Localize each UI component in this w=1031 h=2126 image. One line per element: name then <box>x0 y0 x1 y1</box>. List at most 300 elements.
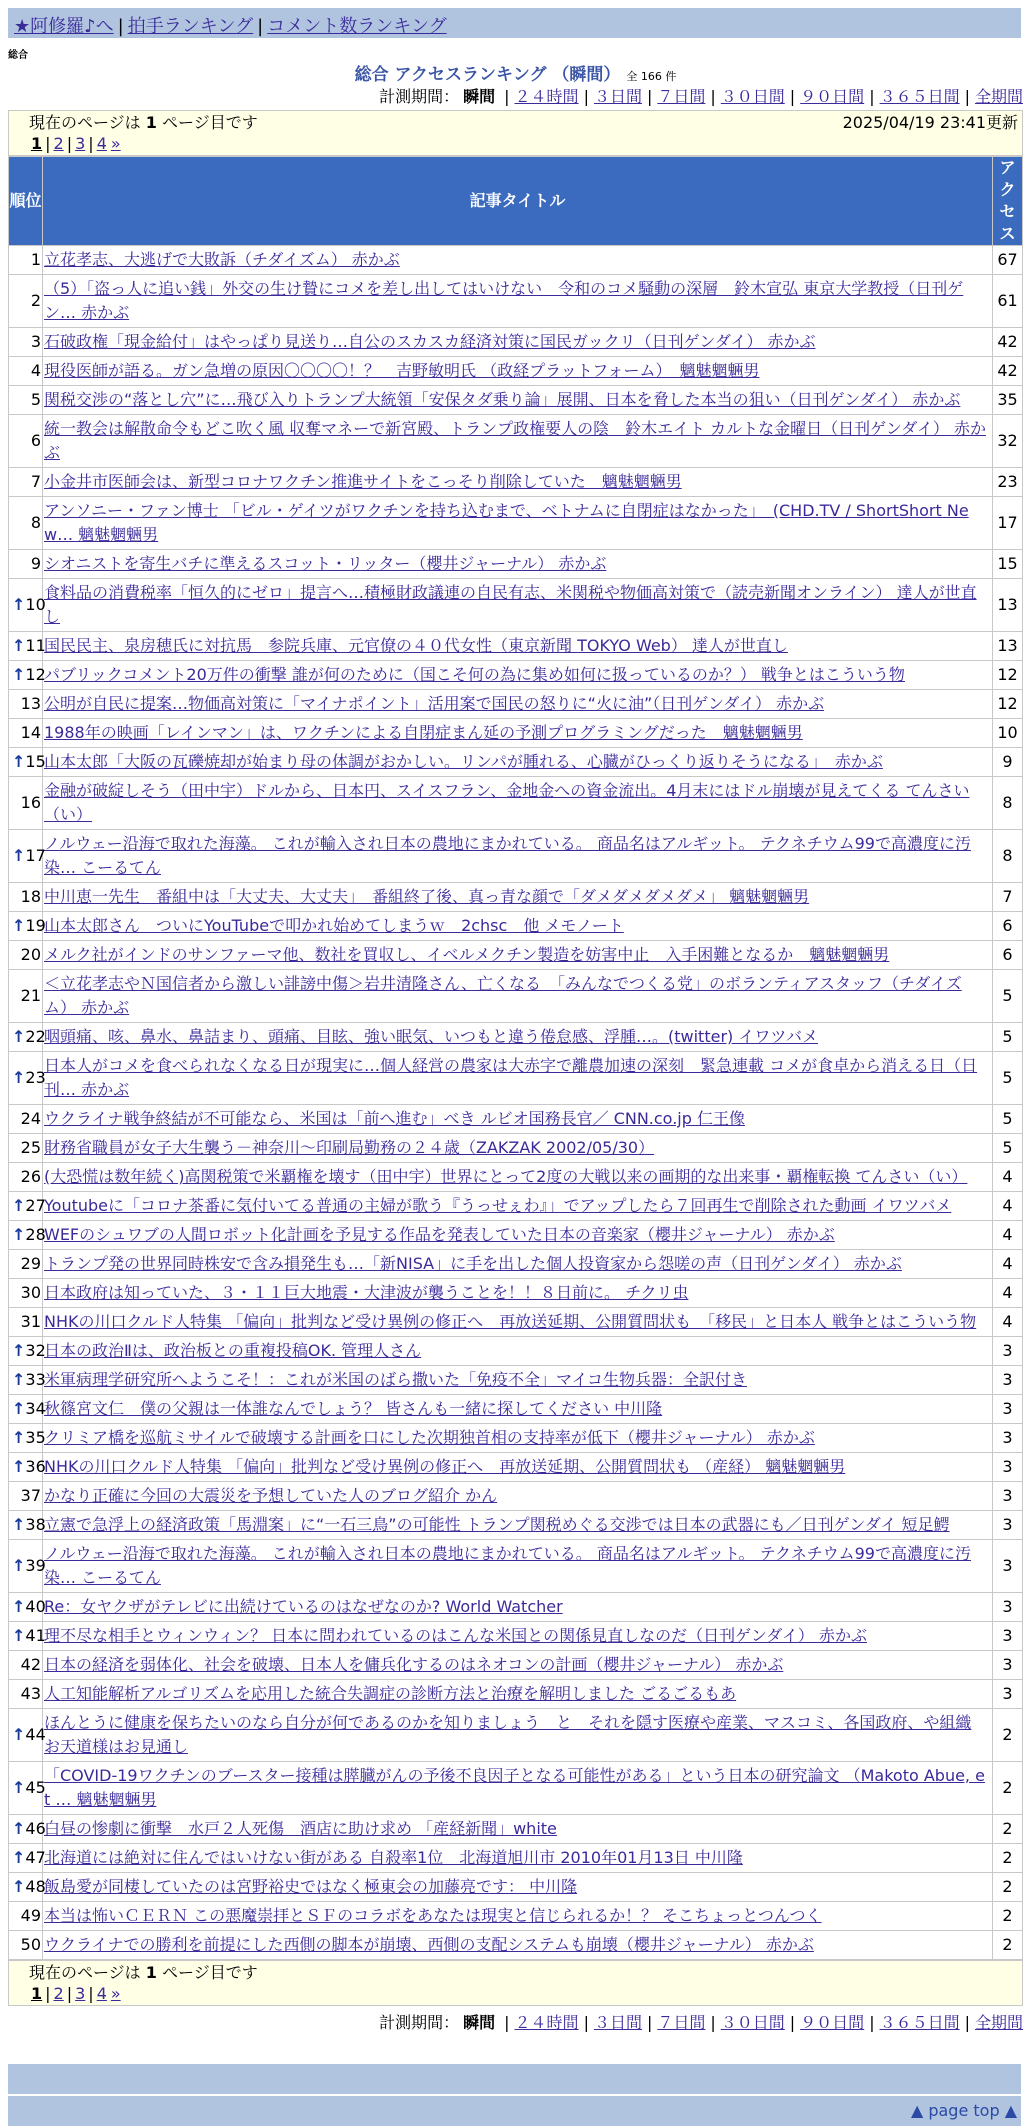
rank-cell <box>9 1424 46 1453</box>
table-row <box>9 1902 1023 1931</box>
access-count: 15 <box>993 550 1023 579</box>
access-count: 4 <box>993 1308 1023 1337</box>
up-arrow-icon: ↑ <box>12 1457 26 1476</box>
access-count: 3 <box>993 1511 1023 1540</box>
rank-cell <box>9 632 46 661</box>
rank-cell <box>9 1815 46 1844</box>
rank-number: 30 <box>20 1283 41 1302</box>
up-arrow-icon: ↑ <box>12 1027 26 1046</box>
title-cell <box>43 468 993 497</box>
page-next-link[interactable]: » <box>110 134 121 153</box>
rank-cell <box>9 1192 46 1221</box>
section-label: 総合 <box>8 50 28 61</box>
rank-cell <box>9 1052 46 1105</box>
title-cell <box>43 1873 993 1902</box>
period-all-link[interactable]: 全期間 <box>974 2013 1023 2032</box>
rank-number: 12 <box>25 665 46 684</box>
clap-ranking-link[interactable]: 拍手ランキング <box>127 16 254 37</box>
title-cell <box>43 748 993 777</box>
article-link[interactable]: (大恐慌は数年続く)高関税策で米覇権を壊す（田中宇）世界にとって2度の大戦以来の画期的な出来事・覇権転換 てんさい（い） <box>44 1167 968 1186</box>
rank-cell <box>9 1279 43 1308</box>
title-cell <box>43 386 993 415</box>
rank-number: 26 <box>20 1167 41 1186</box>
rank-cell <box>9 246 43 275</box>
rank-number: 22 <box>25 1027 46 1046</box>
page-link-3[interactable]: 3 <box>75 1984 86 2003</box>
up-arrow-icon: ↑ <box>12 916 26 935</box>
title-cell <box>43 1052 993 1105</box>
article-link[interactable]: ノルウェー沿海で取れた海藻。 これが輸入され日本の農地にまかれている。 商品名はアルギット。 テクネチウム99で高濃度に汚染… こーるてん <box>44 834 971 877</box>
table-row <box>9 883 1023 912</box>
rank-cell <box>9 468 43 497</box>
article-link[interactable]: 小金井市医師会は、新型コロナワクチン推進サイトをこっそり削除していた 魑魅魍魎男 <box>44 472 682 491</box>
period-30d-link[interactable]: ３０日間 <box>720 2013 785 2032</box>
access-count: 23 <box>993 468 1023 497</box>
table-row <box>9 1931 1023 1960</box>
article-link[interactable]: Re：女ヤクザがテレビに出続けているのはなぜなのか? World Watcher <box>44 1597 563 1616</box>
rank-cell <box>9 661 46 690</box>
table-row <box>9 1511 1023 1540</box>
rank-cell <box>9 830 46 883</box>
rank-cell <box>9 1250 43 1279</box>
table-row <box>9 1105 1023 1134</box>
period-3d-link[interactable]: ３日間 <box>593 87 642 106</box>
rank-cell <box>9 1023 46 1052</box>
table-row <box>9 661 1023 690</box>
article-link[interactable]: 財務省職員が女子大生襲う－神奈川～印刷局勤務の２４歳（ZAKZAK 2002/05/30） <box>44 1138 655 1157</box>
rank-number: 4 <box>30 361 41 380</box>
rank-number: 50 <box>20 1935 41 1954</box>
access-count: 9 <box>993 748 1023 777</box>
page-current: 1 <box>31 134 43 153</box>
access-count: 32 <box>993 415 1023 468</box>
rank-number: 20 <box>20 945 41 964</box>
rank-cell <box>9 497 43 550</box>
rank-cell <box>9 1902 43 1931</box>
article-link[interactable]: ウクライナでの勝利を前提にした西側の脚本が崩壊、西側の支配システムも崩壊（櫻井ジャーナル） 赤かぶ <box>44 1935 814 1954</box>
table-row <box>9 246 1023 275</box>
up-arrow-icon: ↑ <box>12 1225 26 1244</box>
page-link-3[interactable]: 3 <box>75 134 86 153</box>
access-count: 4 <box>993 1250 1023 1279</box>
rank-cell <box>9 1651 43 1680</box>
title-cell <box>43 497 993 550</box>
rank-cell <box>9 328 43 357</box>
up-arrow-icon: ↑ <box>12 1877 26 1896</box>
comment-ranking-link[interactable]: コメント数ランキング <box>267 16 447 37</box>
rank-cell <box>9 275 43 328</box>
period-30d-link[interactable]: ３０日間 <box>720 87 785 106</box>
up-arrow-icon: ↑ <box>12 1196 26 1215</box>
access-count: 8 <box>993 777 1023 830</box>
rank-number: 2 <box>30 291 41 310</box>
access-count: 42 <box>993 357 1023 386</box>
table-row <box>9 1762 1023 1815</box>
article-link[interactable]: 立花孝志、大逃げで大敗訴（チダイズム） 赤かぶ <box>44 250 400 269</box>
table-row <box>9 777 1023 830</box>
ranking-body <box>9 246 1023 1960</box>
table-row <box>9 1023 1023 1052</box>
period-3d-link[interactable]: ３日間 <box>593 2013 642 2032</box>
up-arrow-icon: ↑ <box>12 1848 26 1867</box>
title-cell <box>43 1680 993 1709</box>
rank-number: 44 <box>25 1725 46 1744</box>
up-arrow-icon: ↑ <box>12 1399 26 1418</box>
table-row <box>9 830 1023 883</box>
home-link[interactable]: ★阿修羅♪へ <box>14 16 114 37</box>
access-count: 3 <box>993 1395 1023 1424</box>
article-link[interactable]: 日本の政治Ⅱは、政治板との重複投稿OK. 管理人さん <box>44 1341 422 1360</box>
title-cell <box>43 883 993 912</box>
table-row <box>9 690 1023 719</box>
title-cell <box>43 777 993 830</box>
title-cell <box>43 1105 993 1134</box>
article-link[interactable]: 山本太郎「大阪の瓦礫焼却が始まり母の体調がおかしい。リンパが腫れる、心臓がひっくり返りそうになる」 赤かぶ <box>44 752 883 771</box>
page-links: 1 | 2 | 3 | 4 » <box>31 134 121 153</box>
period-all-link[interactable]: 全期間 <box>974 87 1023 106</box>
access-count: 3 <box>993 1622 1023 1651</box>
table-row <box>9 1366 1023 1395</box>
table-row <box>9 550 1023 579</box>
article-link[interactable]: 金融が破綻しそう（田中宇）ドルから、日本円、スイスフラン、金地金への資金流出。4月末にはドル崩壊が見えてくる てんさい（い） <box>44 781 970 824</box>
period-selector-bottom: 計測期間： 瞬間 | ２４時間 | ３日間 | ７日間 | ３０日間 | ９０日間 | ３６５日間 | 全期間 <box>379 2013 1023 2032</box>
period-24h-link[interactable]: ２４時間 <box>514 2013 579 2032</box>
access-count: 6 <box>993 941 1023 970</box>
access-count: 2 <box>993 1931 1023 1960</box>
page-link-2[interactable]: 2 <box>53 1984 64 2003</box>
period-90d-link[interactable]: ９０日間 <box>800 87 865 106</box>
table-header-row <box>9 157 1023 246</box>
rank-number: 31 <box>20 1312 41 1331</box>
access-count: 4 <box>993 1221 1023 1250</box>
page-link-4[interactable]: 4 <box>96 1984 107 2003</box>
up-arrow-icon: ↑ <box>12 1626 26 1645</box>
rank-header: 順位 <box>9 157 43 246</box>
rank-number: 41 <box>25 1626 46 1645</box>
article-link[interactable]: 日本政府は知っていた、３・１１巨大地震・大津波が襲うことを！！８日前に。 チクリ虫 <box>44 1283 689 1302</box>
page-top-link[interactable]: ▲ page top ▲ <box>910 2101 1017 2120</box>
up-arrow-icon: ↑ <box>12 595 26 614</box>
article-link[interactable]: 国民民主、泉房穂氏に対抗馬 参院兵庫、元官僚の４０代女性（東京新聞 TOKYO Web） 達人が世直し <box>44 636 788 655</box>
rank-cell <box>9 1453 46 1482</box>
article-link[interactable]: Youtubeに「コロナ茶番に気付いてる普通の主婦が歌う『うっせぇわ』」でアップしたら７回再生で削除された動画 イワツバメ <box>44 1196 952 1215</box>
article-link[interactable]: クリミア橋を巡航ミサイルで破壊する計画を口にした次期独首相の支持率が低下（櫻井ジャーナル） 赤かぶ <box>44 1428 815 1447</box>
title-cell <box>43 1308 993 1337</box>
rank-number: 42 <box>20 1655 41 1674</box>
title-cell <box>43 1134 993 1163</box>
title-cell <box>43 1844 993 1873</box>
article-link[interactable]: （5）「盗っ人に追い銭」外交の生け贄にコメを差し出してはいけない 令和のコメ騒動の深層 鈴木宣弘 東京大学教授（日刊ゲン… 赤かぶ <box>44 279 964 322</box>
page-title <box>0 60 1031 84</box>
table-row <box>9 1482 1023 1511</box>
access-count: 4 <box>993 1279 1023 1308</box>
article-link[interactable]: 本当は怖いＣＥＲＮ この悪魔崇拝とＳＦのコラボをあなたは現実と信じられるか！？ そこちょっとつんつく <box>44 1906 822 1925</box>
title-cell <box>43 1453 993 1482</box>
access-count: 3 <box>993 1680 1023 1709</box>
table-row <box>9 1052 1023 1105</box>
table-row <box>9 468 1023 497</box>
article-link[interactable]: 山本太郎さん ついにYouTubeで叩かれ始めてしまうｗ 2chsc 他 メモノート <box>44 916 624 935</box>
title-cell <box>43 1424 993 1453</box>
access-count: 3 <box>993 1593 1023 1622</box>
up-arrow-icon: ↑ <box>12 665 26 684</box>
title-cell <box>43 1482 993 1511</box>
title-cell <box>43 1511 993 1540</box>
article-link[interactable]: 立憲で急浮上の経済政策「馬淵案」に“一石三鳥”の可能性 トランプ関税めぐる交渉では日本の武器にも／日刊ゲンダイ 短足鰐 <box>44 1515 950 1534</box>
access-count: 3 <box>993 1540 1023 1593</box>
article-link[interactable]: トランプ発の世界同時株安で含み損発生も…「新NISA」に手を出した個人投資家から怨嗟の声（日刊ゲンダイ） 赤かぶ <box>44 1254 902 1273</box>
title-cell <box>43 1337 993 1366</box>
rank-cell <box>9 690 43 719</box>
top-nav <box>8 8 1021 38</box>
access-count: 8 <box>993 830 1023 883</box>
table-row <box>9 328 1023 357</box>
rank-number: 7 <box>30 472 41 491</box>
rank-number: 27 <box>25 1196 46 1215</box>
up-arrow-icon: ↑ <box>12 1515 26 1534</box>
table-row <box>9 357 1023 386</box>
article-link[interactable]: 日本の経済を弱体化、社会を破壊、日本人を傭兵化するのはネオコンの計画（櫻井ジャーナル） 赤かぶ <box>44 1655 784 1674</box>
ranking-table <box>8 156 1023 1960</box>
rank-number: 45 <box>25 1778 46 1797</box>
article-link[interactable]: 日本人がコメを食べられなくなる日が現実に…個人経営の農家は大赤字で離農加速の深刻 緊急連載 コメが食卓から消える日（日刊… 赤かぶ <box>44 1056 978 1099</box>
rank-cell <box>9 1511 46 1540</box>
title-cell <box>43 719 993 748</box>
access-count: 2 <box>993 1873 1023 1902</box>
article-link[interactable]: 人工知能解析アルゴリズムを応用した統合失調症の診断方法と治療を解明しました ごるごるもあ <box>44 1684 737 1703</box>
table-row <box>9 1622 1023 1651</box>
updated-time: 2025/04/19 23:41更新 <box>842 113 1018 132</box>
page-link-4[interactable]: 4 <box>96 134 107 153</box>
table-row <box>9 1593 1023 1622</box>
current-page-info: 現在のページは 1 ページ目です <box>29 1963 258 1982</box>
table-row <box>9 1424 1023 1453</box>
title-cell <box>43 1709 993 1762</box>
up-arrow-icon: ↑ <box>12 1725 26 1744</box>
up-arrow-icon: ↑ <box>12 1597 26 1616</box>
article-link[interactable]: 秋篠宮文仁 僕の父親は一体誰なんでしょう？ 皆さんも一緒に探してください 中川隆 <box>44 1399 663 1418</box>
rank-number: 19 <box>25 916 46 935</box>
up-arrow-icon: ↑ <box>12 1068 26 1087</box>
access-count: 12 <box>993 661 1023 690</box>
table-row <box>9 1453 1023 1482</box>
title-cell <box>43 550 993 579</box>
article-link[interactable]: ほんとうに健康を保ちたいのなら自分が何であるのかを知りましょう と それを隠す医療や産業、マスコミ、各国政府、や組織 お天道様はお見通し <box>44 1713 972 1756</box>
title-cell <box>43 1395 993 1424</box>
rank-cell <box>9 1221 46 1250</box>
article-link[interactable]: 飯島愛が同棲していたのは宮野裕史ではなく極東会の加藤亮です： 中川隆 <box>44 1877 578 1896</box>
access-count: 42 <box>993 328 1023 357</box>
rank-cell <box>9 1540 46 1593</box>
title-cell <box>43 1366 993 1395</box>
article-link[interactable]: 1988年の映画「レインマン」は、ワクチンによる自閉症まん延の予測プログラミングだった 魑魅魍魎男 <box>44 723 803 742</box>
period-label: 計測期間： <box>379 2013 460 2032</box>
title-cell <box>43 941 993 970</box>
access-count: 13 <box>993 579 1023 632</box>
title-cell <box>43 246 993 275</box>
up-arrow-icon: ↑ <box>12 752 26 771</box>
rank-cell <box>9 1762 46 1815</box>
article-link[interactable]: 現役医師が語る。ガン急増の原因〇〇〇〇！？ 吉野敏明氏 （政経プラットフォーム） 魑魅魍魎男 <box>44 361 760 380</box>
title-cell <box>43 1023 993 1052</box>
rank-number: 8 <box>30 513 41 532</box>
period-7d-link[interactable]: ７日間 <box>657 87 706 106</box>
table-row <box>9 1308 1023 1337</box>
access-count: 7 <box>993 883 1023 912</box>
period-7d-link[interactable]: ７日間 <box>657 2013 706 2032</box>
article-link[interactable]: 関税交渉の“落とし穴”に…飛び入りトランプ大統領「安保タダ乗り論」展開、日本を脅した本当の狙い（日刊ゲンダイ） 赤かぶ <box>44 390 961 409</box>
article-link[interactable]: 統一教会は解散命令もどこ吹く風 収奪マネーで新宮殿、トランプ政権要人の陰 鈴木エイト カルトな金曜日（日刊ゲンダイ） 赤かぶ <box>44 419 986 462</box>
rank-number: 28 <box>25 1225 46 1244</box>
article-link[interactable]: NHKの川口クルド人特集 「偏向」批判など受け異例の修正へ 再放送延期、公開質問状も 「移民」と日本人 戦争とはこういう物 <box>44 1312 977 1331</box>
article-link[interactable]: 公明が自民に提案…物価高対策に「マイナポイント」活用案で国民の怒りに“火に油”（日刊ゲンダイ） 赤かぶ <box>44 694 825 713</box>
period-selector-top: 計測期間： 瞬間 | ２４時間 | ３日間 | ７日間 | ３０日間 | ９０日間 | ３６５日間 | 全期間 <box>379 87 1023 106</box>
rank-number: 39 <box>25 1556 46 1575</box>
access-count: 35 <box>993 386 1023 415</box>
access-count: 67 <box>993 246 1023 275</box>
access-count: 5 <box>993 1134 1023 1163</box>
article-link[interactable]: 咽頭痛、咳、鼻水、鼻詰まり、頭痛、目眩、強い眠気、いつもと違う倦怠感、浮腫…。(twitter) イワツバメ <box>44 1027 819 1046</box>
access-count: 13 <box>993 632 1023 661</box>
rank-number: 34 <box>25 1399 46 1418</box>
table-row <box>9 1221 1023 1250</box>
up-arrow-icon: ↑ <box>12 1778 26 1797</box>
rank-cell <box>9 883 43 912</box>
table-row <box>9 1680 1023 1709</box>
rank-number: 16 <box>20 793 41 812</box>
title-cell <box>43 1622 993 1651</box>
article-link[interactable]: 白昼の惨劇に衝撃 水戸２人死傷 酒店に助け求め 「産経新聞」white <box>44 1819 557 1838</box>
page-top-bar <box>8 2096 1021 2126</box>
period-label: 計測期間： <box>379 87 460 106</box>
article-link[interactable]: NHKの川口クルド人特集 「偏向」批判など受け異例の修正へ 再放送延期、公開質問状も （産経） 魑魅魍魎男 <box>44 1457 846 1476</box>
rank-cell <box>9 1709 46 1762</box>
rank-cell <box>9 941 43 970</box>
access-header: アクセス <box>993 157 1023 246</box>
title-cell <box>43 1593 993 1622</box>
access-count: 3 <box>993 1453 1023 1482</box>
period-90d-link[interactable]: ９０日間 <box>800 2013 865 2032</box>
article-link[interactable]: 北海道には絶対に住んではいけない街がある 自殺率1位 北海道旭川市 2010年01月13日 中川隆 <box>44 1848 743 1867</box>
access-count: 5 <box>993 1023 1023 1052</box>
current-page-number: 1 <box>145 1963 157 1982</box>
article-link[interactable]: ウクライナ戦争終結が不可能なら、米国は「前へ進む」べき ルビオ国務長官／ CNN.co.jp 仁王像 <box>44 1109 745 1128</box>
rank-cell <box>9 970 43 1023</box>
article-link[interactable]: ＜立花孝志やＮ国信者から激しい誹謗中傷＞岩井清隆さん、亡くなる 「みんなでつくる党」のボランティアスタッフ（チダイズム） 赤かぶ <box>44 974 962 1017</box>
rank-number: 49 <box>20 1906 41 1925</box>
title-cell <box>43 1250 993 1279</box>
rank-number: 43 <box>20 1684 41 1703</box>
page-link-2[interactable]: 2 <box>53 134 64 153</box>
table-row <box>9 1337 1023 1366</box>
article-link[interactable]: メルク社がインドのサンファーマ他、数社を買収し、イベルメクチン製造を妨害中止 入手困難となるか 魑魅魍魎男 <box>44 945 890 964</box>
period-current: 瞬間 <box>463 87 496 106</box>
rank-number: 15 <box>25 752 46 771</box>
article-link[interactable]: 石破政権「現金給付」はやっぱり見送り…自公のスカスカ経済対策に国民ガックリ（日刊ゲンダイ） 赤かぶ <box>44 332 816 351</box>
rank-number: 21 <box>20 986 41 1005</box>
access-count: 5 <box>993 1105 1023 1134</box>
article-link[interactable]: シオニストを寄生バチに準えるスコット・リッター（櫻井ジャーナル） 赤かぶ <box>44 554 607 573</box>
total-count: 全 166 件 <box>626 70 677 83</box>
rank-cell <box>9 1931 43 1960</box>
title-cell <box>43 1279 993 1308</box>
table-row <box>9 719 1023 748</box>
page-current: 1 <box>31 1984 43 2003</box>
article-link[interactable]: ノルウェー沿海で取れた海藻。 これが輸入され日本の農地にまかれている。 商品名はアルギット。 テクネチウム99で高濃度に汚染… こーるてん <box>44 1544 971 1587</box>
rank-cell <box>9 1366 46 1395</box>
title-cell <box>43 661 993 690</box>
access-count: 2 <box>993 1844 1023 1873</box>
rank-number: 5 <box>30 390 41 409</box>
article-link[interactable]: アンソニー・ファン博士 「ビル・ゲイツがワクチンを持ち込むまで、ベトナムに自閉症はなかった」 (CHD.TV / ShortShort New… 魑魅魍魎男 <box>44 501 969 544</box>
table-row <box>9 1279 1023 1308</box>
page <box>0 8 1031 2126</box>
rank-number: 6 <box>30 431 41 450</box>
rank-cell <box>9 1482 43 1511</box>
period-24h-link[interactable]: ２４時間 <box>514 87 579 106</box>
table-row <box>9 748 1023 777</box>
rank-cell <box>9 1308 43 1337</box>
access-count: 3 <box>993 1424 1023 1453</box>
rank-cell <box>9 1134 43 1163</box>
access-count: 2 <box>993 1902 1023 1931</box>
title-cell <box>43 912 993 941</box>
article-link[interactable]: かなり正確に今回の大震災を予想していた人のブログ紹介 かん <box>44 1486 498 1505</box>
rank-cell <box>9 1395 46 1424</box>
rank-number: 10 <box>25 595 46 614</box>
rank-cell <box>9 550 43 579</box>
rank-number: 3 <box>30 332 41 351</box>
rank-number: 32 <box>25 1341 46 1360</box>
table-row <box>9 275 1023 328</box>
table-row <box>9 1395 1023 1424</box>
rank-number: 13 <box>20 694 41 713</box>
up-arrow-icon: ↑ <box>12 636 26 655</box>
article-link[interactable]: パブリックコメント20万件の衝撃 誰が何のために（国こそ何の為に集め如何に扱っているのか？） 戦争とはこういう物 <box>44 665 905 684</box>
table-row <box>9 632 1023 661</box>
article-link[interactable]: 米軍病理学研究所へようこそ！：これが米国のばら撒いた「免疫不全」マイコ生物兵器：全訳付き <box>44 1370 748 1389</box>
article-link[interactable]: 理不尽な相手とウィンウィン？ 日本に問われているのはこんな米国との関係見直しなのだ（日刊ゲンダイ） 赤かぶ <box>44 1626 867 1645</box>
up-arrow-icon: ↑ <box>12 1556 26 1575</box>
rank-number: 48 <box>25 1877 46 1896</box>
rank-number: 9 <box>30 554 41 573</box>
table-row <box>9 1134 1023 1163</box>
article-link[interactable]: WEFのシュワブの人間ロボット化計画を予見する作品を発表していた日本の音楽家（櫻井ジャーナル） 赤かぶ <box>44 1225 835 1244</box>
rank-number: 23 <box>25 1068 46 1087</box>
article-link[interactable]: 中川恵一先生 番組中は「大丈夫、大丈夫」 番組終了後、真っ青な顔で「ダメダメダメダメ」 魑魅魍魎男 <box>44 887 810 906</box>
table-row <box>9 1651 1023 1680</box>
access-count: 61 <box>993 275 1023 328</box>
article-link[interactable]: 食料品の消費税率「恒久的にゼロ」提言へ…積極財政議連の自民有志、米関税や物価高対策で（読売新聞オンライン） 達人が世直し <box>44 583 977 626</box>
rank-cell <box>9 748 46 777</box>
rank-cell <box>9 386 43 415</box>
rank-number: 40 <box>25 1597 46 1616</box>
rank-cell <box>9 579 46 632</box>
table-row <box>9 1873 1023 1902</box>
page-next-link[interactable]: » <box>110 1984 121 2003</box>
current-page-info: 現在のページは 1 ページ目です <box>29 113 258 132</box>
table-row <box>9 1163 1023 1192</box>
rank-cell <box>9 1844 46 1873</box>
table-row <box>9 912 1023 941</box>
period-365d-link[interactable]: ３６５日間 <box>879 2013 960 2032</box>
period-365d-link[interactable]: ３６５日間 <box>879 87 960 106</box>
table-row <box>9 1815 1023 1844</box>
up-arrow-icon: ↑ <box>12 1819 26 1838</box>
rank-number: 37 <box>20 1486 41 1505</box>
article-link[interactable]: 「COVID-19ワクチンのブースター接種は膵臓がんの予後不良因子となる可能性がある」という日本の研究論文 （Makoto Abue, et … 魑魅魍魎男 <box>44 1766 985 1809</box>
up-arrow-icon: ↑ <box>12 846 26 865</box>
